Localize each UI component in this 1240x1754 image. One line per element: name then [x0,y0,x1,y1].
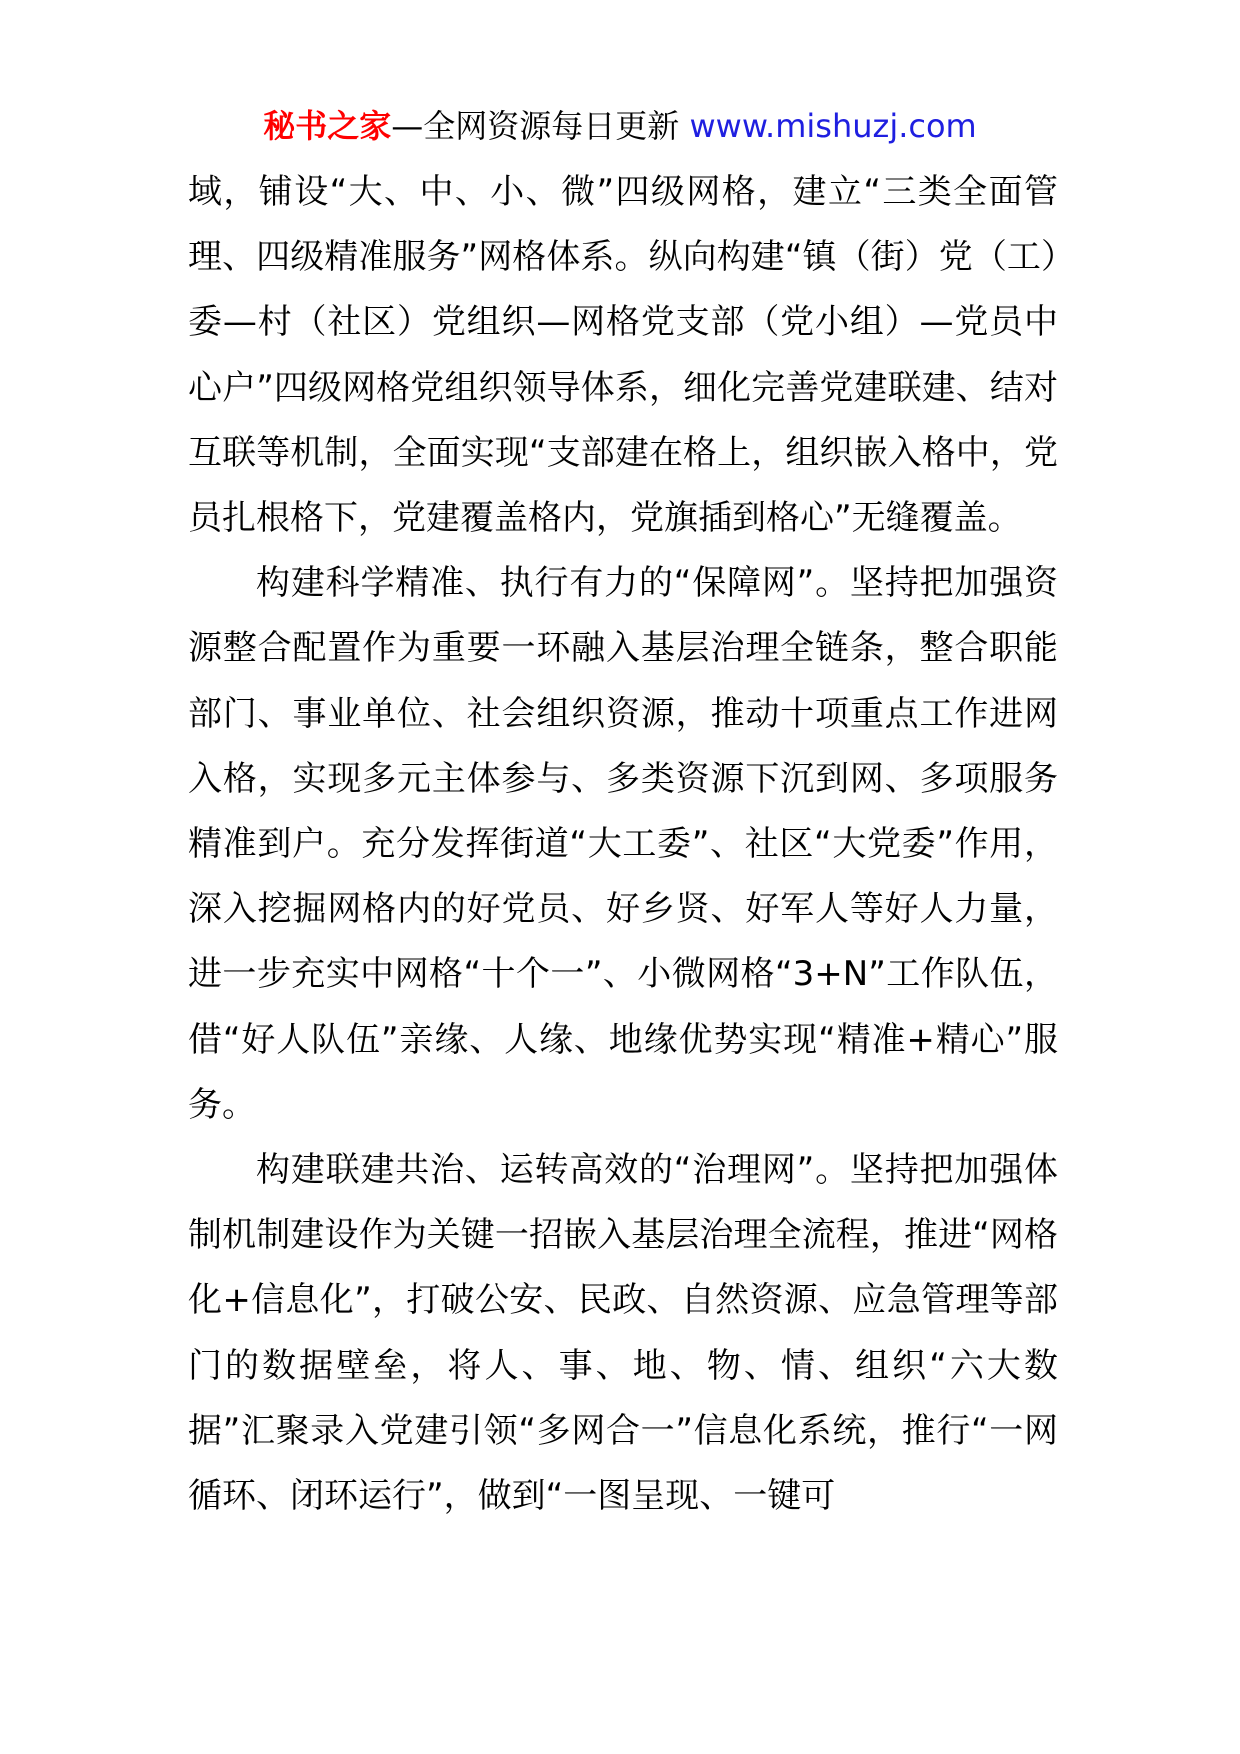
document-body [188,160,1058,1529]
site-brand: 秘书之家 [263,107,392,145]
site-url-link[interactable]: www.mishuzj.com [689,107,977,145]
page-header [0,98,1240,154]
paragraph-guarantee-network: 构建科学精准、执行有力的“保障网”。坚持把加强资源整合配置作为重要一环融入基层治理全链条，整合职能部门、事业单位、社会组织资源，推动十项重点工作进网入格，实现多元主体参与、多类资源下沉到网、多项服务精准到户。充分发挥街道“大工委”、社区“大党委”作用，深入挖掘网格内的好党员、好乡贤、好军人等好人力量，进一步充实中网格“十个一”、小微网格“3+N”工作队伍，借“好人队伍”亲缘、人缘、地缘优势实现“精准+精心”服务。 [188,563,1058,1125]
paragraph-governance-network: 构建联建共治、运转高效的“治理网”。坚持把加强体制机制建设作为关键一招嵌入基层治理全流程，推进“网格化+信息化”，打破公安、民政、自然资源、应急管理等部门的数据壁垒，将人、事、地、物、情、组织“六大数据”汇聚录入党建引领“多网合一”信息化系统，推行“一网循环、闭环运行”，做到“一图呈现、一键可 [188,1150,1058,1517]
paragraph-continuation: 域，铺设“大、中、小、微”四级网格，建立“三类全面管理、四级精准服务”网格体系。纵向构建“镇（街）党（工）委—村（社区）党组织—网格党支部（党小组）—党员中心户”四级网格党组织领导体系，细化完善党建联建、结对互联等机制，全面实现“支部建在格上，组织嵌入格中，党员扎根格下，党建覆盖格内，党旗插到格心”无缝覆盖。 [188,172,1058,539]
site-tagline: —全网资源每日更新 [391,107,680,145]
